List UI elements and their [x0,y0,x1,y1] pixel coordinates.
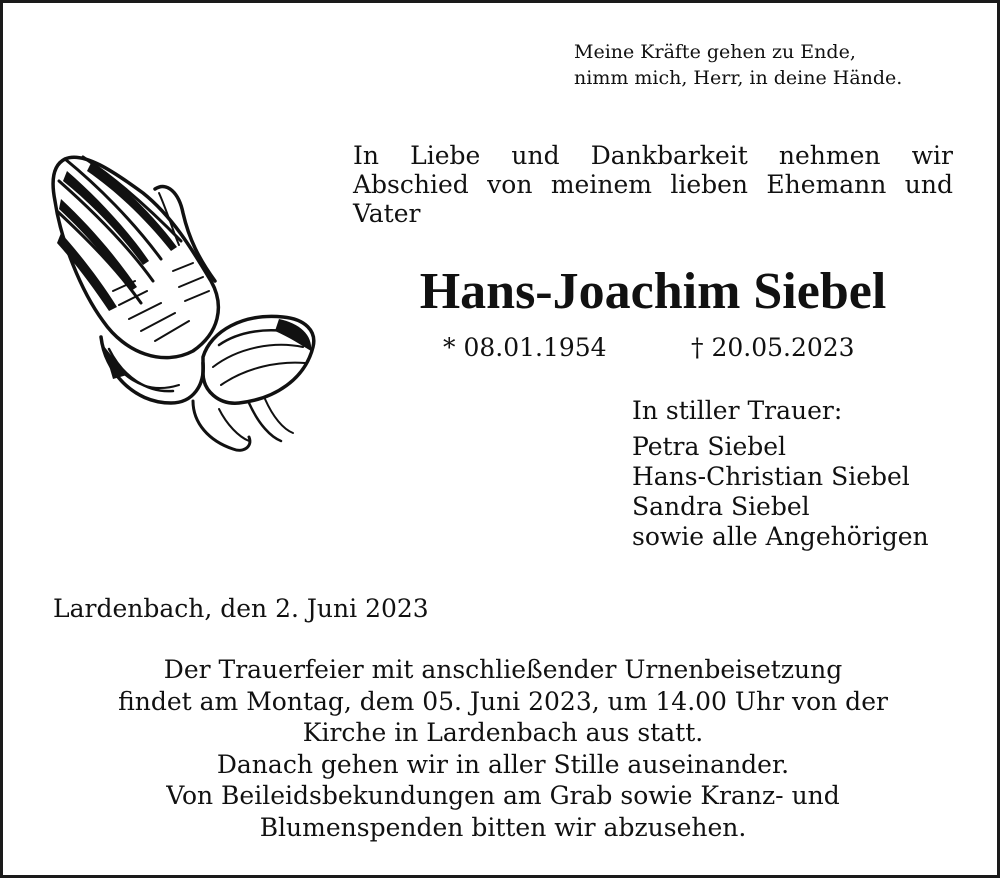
mourners-heading: In stiller Trauer: [632,396,843,425]
intro-text: In Liebe und Dankbarkeit nehmen wir Abschied von meinem lieben Ehemann und Vater [353,141,953,228]
mourner-name: Hans-Christian Siebel [632,462,910,491]
mourner-name: Petra Siebel [632,432,787,461]
ceremony-notice [43,654,963,843]
deceased-name: Hans-Joachim Siebel [419,263,887,320]
death-date: † 20.05.2023 [691,333,855,362]
ceremony-line: Danach gehen wir in aller Stille auseinander. [216,749,790,779]
mourner-name: sowie alle Angehörigen [632,522,929,551]
ceremony-line: Der Trauerfeier mit anschließender Urnenbeisetzung [163,655,843,684]
mourners-block [632,396,972,552]
mourner-name: Sandra Siebel [632,492,810,521]
verse-line-2: nimm mich, Herr, in deine Hände. [574,67,903,89]
verse-line-1: Meine Kräfte gehen zu Ende, [574,41,856,63]
praying-hands-icon [43,141,323,461]
ceremony-line: findet am Montag, dem 05. Juni 2023, um 14.00 Uhr von der [118,686,888,716]
ceremony-line: Blumenspenden bitten wir abzusehen. [259,812,747,842]
place-and-date: Lardenbach, den 2. Juni 2023 [53,594,429,623]
ceremony-line: Von Beileidsbekundungen am Grab sowie Kranz- und [166,781,840,810]
verse [574,39,974,91]
birth-date: * 08.01.1954 [443,333,607,362]
ceremony-line: Kirche in Lardenbach aus statt. [302,718,704,747]
